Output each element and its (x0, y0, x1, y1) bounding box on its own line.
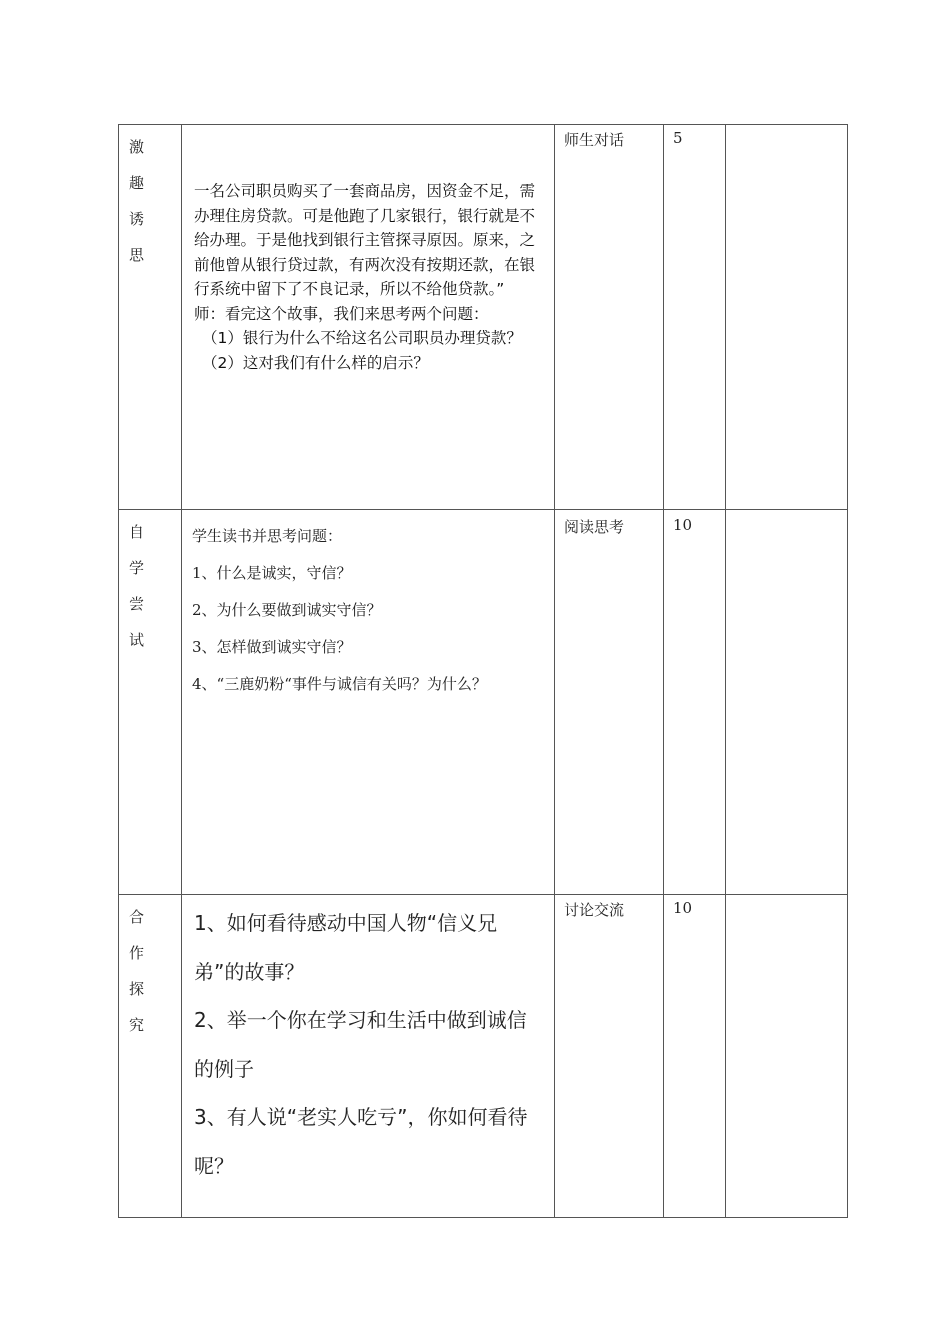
section-title-char: 激 (129, 138, 145, 156)
section-title-char: 学 (129, 559, 145, 577)
table-row (119, 510, 848, 895)
section-title-char: 趣 (129, 174, 145, 192)
section-title-cell (119, 895, 182, 1218)
notes-cell (726, 895, 848, 1218)
content-cell (182, 895, 555, 1218)
minutes-text: 10 (673, 899, 693, 917)
section-title-char: 思 (129, 246, 145, 264)
section-title-char: 诱 (129, 210, 145, 228)
section-title-cell (119, 510, 182, 895)
section-title-char: 探 (129, 980, 145, 998)
task-item: 2、为什么要做到诚实守信？ (192, 601, 382, 619)
lesson-plan-table (118, 124, 848, 1218)
notes-cell (726, 125, 848, 510)
minutes-cell (664, 510, 726, 895)
teacher-prompt: 师：看完这个故事，我们来思考两个问题： (194, 304, 489, 323)
task-item: 3、怎样做到诚实守信？ (192, 638, 352, 656)
section-title-char: 究 (129, 1016, 145, 1034)
discussion-item: 3、有人说“老实人吃亏”，你如何看待呢？ (194, 1105, 528, 1178)
minutes-cell (664, 895, 726, 1218)
section-title-cell (119, 125, 182, 510)
method-text: 阅读思考 (564, 518, 625, 536)
method-text: 讨论交流 (564, 901, 625, 919)
question-item: （2）这对我们有什么样的启示？ (202, 353, 429, 372)
section-title-char: 试 (129, 631, 145, 649)
story-text: 一名公司职员购买了一套商品房，因资金不足，需办理住房贷款。可是他跑了几家银行，银行就是不给办理。于是他找到银行主管探寻原因。原来，之前他曾从银行贷过款，有两次没有按期还款，在银行系统中留下了不良记录，所以不给他贷款。” (194, 182, 536, 298)
table-row (119, 895, 848, 1218)
section-title-char: 作 (129, 944, 145, 962)
section-title-char: 合 (129, 908, 145, 926)
content-cell (182, 510, 555, 895)
question-item: （1）银行为什么不给这名公司职员办理贷款？ (202, 329, 522, 347)
task-item: 1、什么是诚实，守信？ (192, 564, 352, 582)
method-cell (555, 895, 664, 1218)
table-row (119, 125, 848, 510)
content-cell (182, 125, 555, 510)
discussion-item: 1、如何看待感动中国人物“信义兄弟”的故事？ (194, 911, 498, 984)
section-title-char: 尝 (129, 595, 145, 613)
task-item: 4、“三鹿奶粉“事件与诚信有关吗？为什么？ (192, 675, 487, 693)
minutes-text: 5 (673, 129, 683, 147)
method-cell (555, 510, 664, 895)
section-title-char: 自 (129, 523, 145, 541)
method-cell (555, 125, 664, 510)
discussion-item: 2、举一个你在学习和生活中做到诚信的例子 (194, 1008, 527, 1081)
minutes-text: 10 (673, 516, 693, 534)
minutes-cell (664, 125, 726, 510)
method-text: 师生对话 (564, 131, 625, 149)
task-intro: 学生读书并思考问题： (192, 527, 343, 545)
notes-cell (726, 510, 848, 895)
